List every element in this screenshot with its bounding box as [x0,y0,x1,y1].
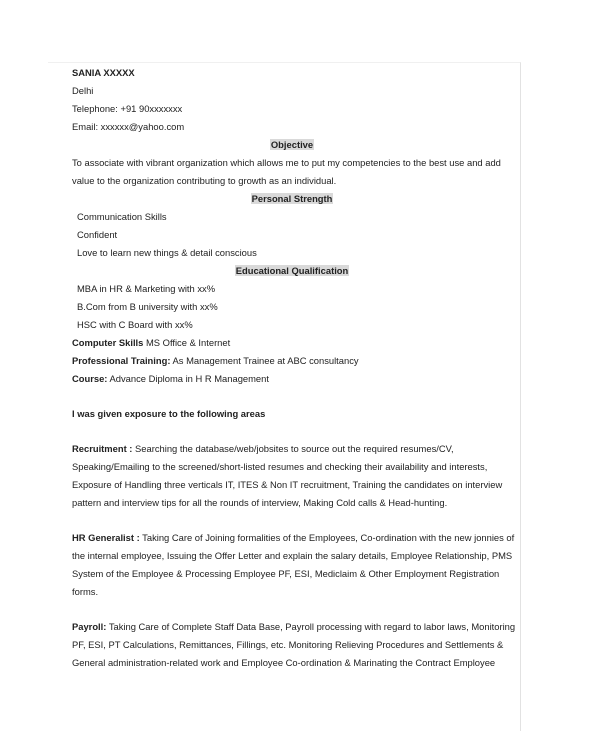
payroll-line: PF, ESI, PT Calculations, Remittances, Fillings, etc. Monitoring Relieving Procedures and Settlements & [72,639,504,650]
recruitment-line: Speaking/Emailing to the screened/short-listed resumes and checking their availability and interests, [72,461,488,472]
spacer [72,423,512,440]
spacer [72,512,512,529]
strength-item: Communication Skills [77,211,167,222]
candidate-email: Email: xxxxxx@yahoo.com [72,121,185,132]
recruitment-line: Exposure of Handling three verticals IT, ITES & Non IT recruitment, Training the candidates on interview [72,479,503,490]
strength-item: Confident [77,229,118,240]
education-item: HSC with C Board with xx% [77,319,193,330]
objective-heading: Objective [270,139,314,150]
recruitment-line: Recruitment : Searching the database/web/jobsites to source out the required resumes/CV, [72,443,454,454]
resume-content [72,64,516,672]
exposure-heading: I was given exposure to the following areas [72,408,266,419]
spacer [72,601,512,618]
course: Course: Advance Diploma in H R Management [72,373,269,384]
generalist-line: HR Generalist : Taking Care of Joining formalities of the Employees, Co-ordination with the new jonnies of [72,532,515,543]
candidate-name: SANIA XXXXX [72,67,135,78]
candidate-city: Delhi [72,85,94,96]
computer-skills: Computer Skills MS Office & Internet [72,337,231,348]
strength-heading: Personal Strength [251,193,333,204]
professional-training: Professional Training: As Management Trainee at ABC consultancy [72,355,359,366]
objective-line: value to the organization contributing to growth as an individual. [72,175,337,186]
strength-item: Love to learn new things & detail conscious [77,247,257,258]
education-item: MBA in HR & Marketing with xx% [77,283,216,294]
generalist-line: forms. [72,586,99,597]
candidate-telephone: Telephone: +91 90xxxxxxx [72,103,183,114]
education-item: B.Com from B university with xx% [77,301,218,312]
spacer [72,388,512,405]
recruitment-line: pattern and interview tips for all the rounds of interview, Making Cold calls & Head-hunting. [72,497,448,508]
generalist-line: the internal employee, Issuing the Offer Letter and explain the salary details, Employee Relationship, PMS [72,550,513,561]
education-heading: Educational Qualification [235,265,349,276]
generalist-line: System of the Employee & Processing Employee PF, ESI, Mediclaim & Other Employment Registration [72,568,500,579]
objective-line: To associate with vibrant organization which allows me to put my competencies to the best use and add [72,157,501,168]
payroll-line: Payroll: Taking Care of Complete Staff Data Base, Payroll processing with regard to labor laws, Monitoring [72,621,516,632]
payroll-line: General administration-related work and Employee Co-ordination & Marinating the Contract Employee [72,657,496,668]
